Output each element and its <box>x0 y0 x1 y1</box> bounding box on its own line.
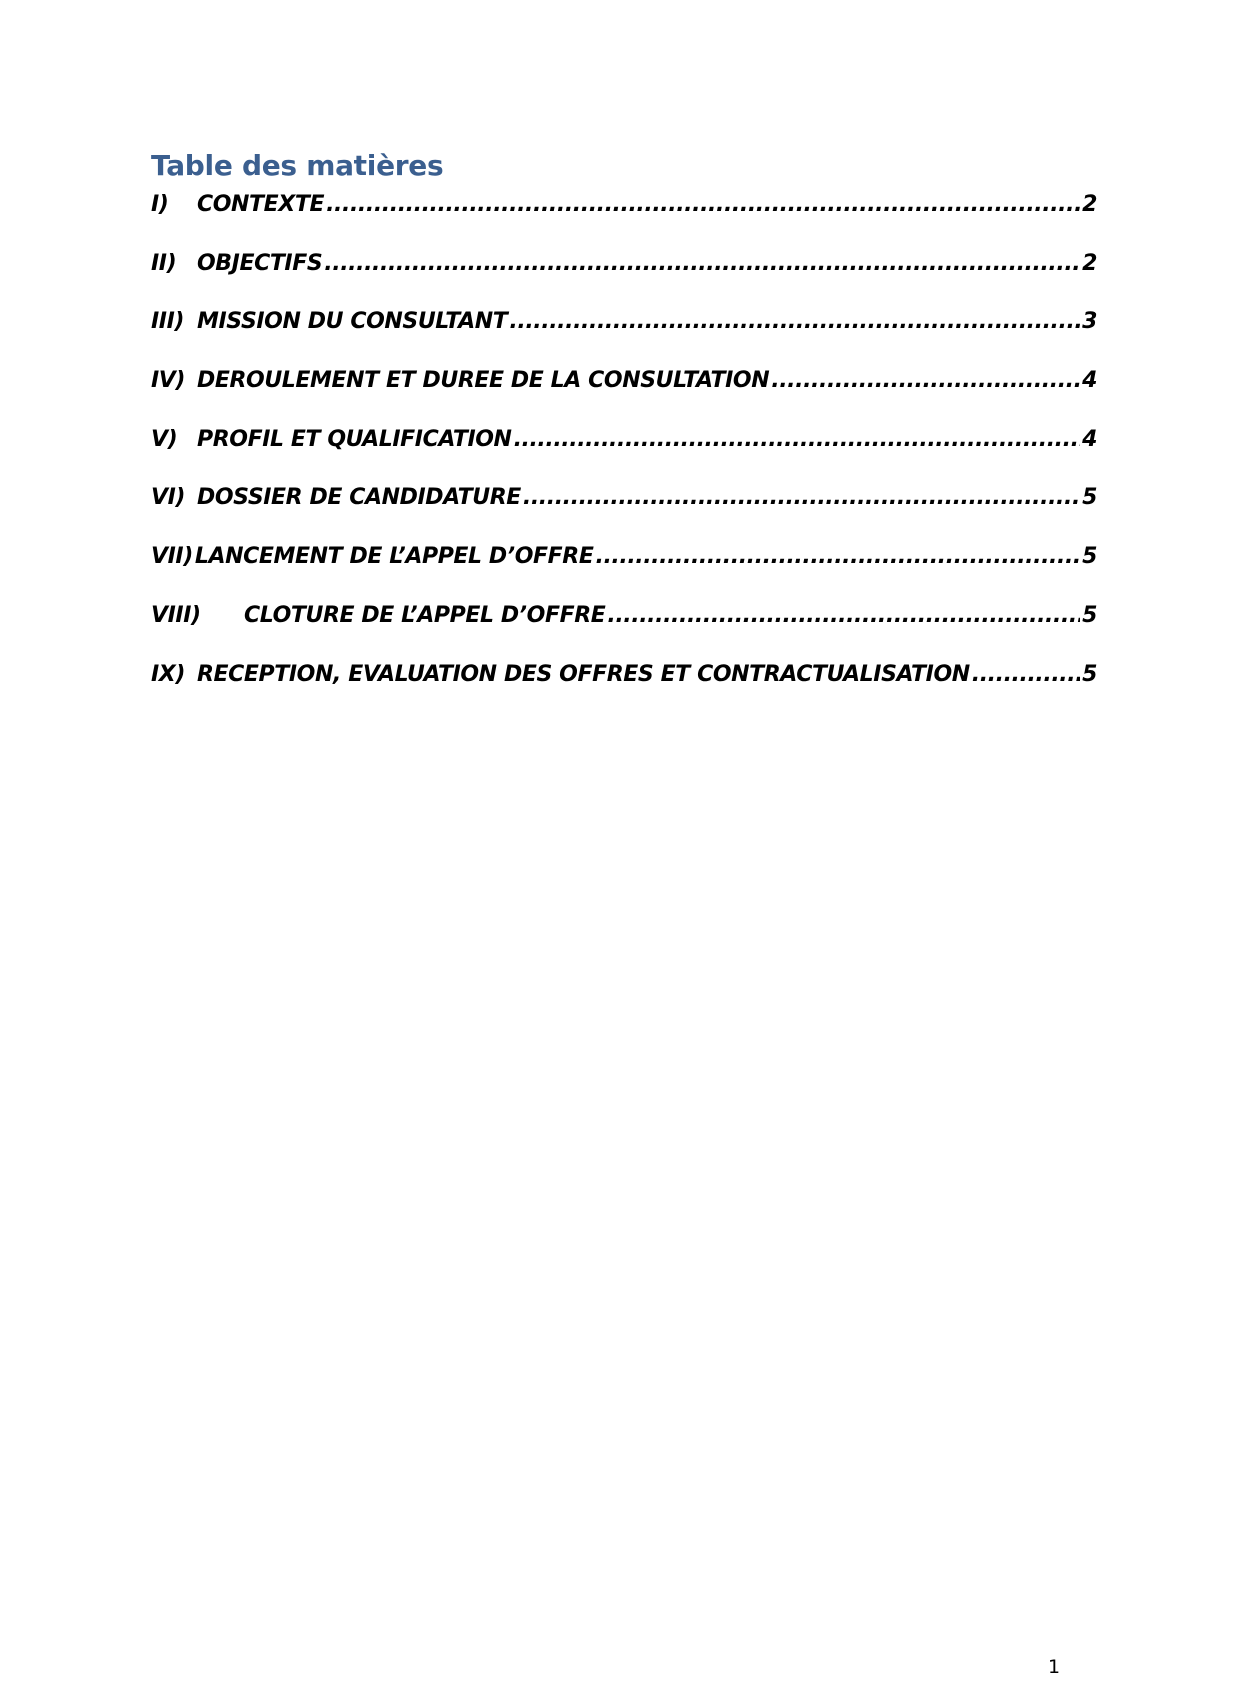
toc-entry-label: CONTEXTE <box>197 192 325 217</box>
toc-entry-label: CLOTURE DE L’APPEL D’OFFRE <box>244 602 606 628</box>
toc-entry-label: DEROULEMENT ET DUREE DE LA CONSULTATION <box>197 368 770 394</box>
toc-entry-number: IX) <box>151 661 186 687</box>
toc-entry-number: I) <box>151 192 169 217</box>
toc-entry-page: 5 <box>1082 661 1097 687</box>
page-number: 1 <box>1048 1656 1061 1678</box>
toc-entry-label: LANCEMENT DE L’APPEL D’OFFRE <box>194 544 594 570</box>
toc-entry-label: DOSSIER DE CANDIDATURE <box>197 485 521 511</box>
toc-entry-label: MISSION DU CONSULTANT <box>197 309 508 335</box>
toc-entry-page: 5 <box>1082 485 1097 511</box>
toc-entry-page: 5 <box>1082 602 1097 628</box>
toc-dot-leader <box>595 544 1080 569</box>
toc-heading: Table des matières <box>151 149 444 182</box>
toc-entry-number: II) <box>151 250 177 276</box>
toc-entry-contexte[interactable] <box>151 192 1097 251</box>
toc-dot-leader <box>771 368 1080 393</box>
toc-entry-number: III) <box>151 309 185 335</box>
toc-entry-label: PROFIL ET QUALIFICATION <box>197 426 512 452</box>
toc-entry-page: 3 <box>1082 309 1097 335</box>
toc-entry-reception[interactable] <box>151 662 1097 721</box>
table-of-contents <box>151 146 1097 720</box>
toc-dot-leader <box>607 603 1080 628</box>
toc-entry-number: VII) <box>151 544 193 570</box>
toc-entry-page: 4 <box>1082 368 1097 394</box>
toc-entry-page: 5 <box>1082 544 1097 570</box>
toc-dot-leader <box>523 485 1080 510</box>
toc-entry-label: OBJECTIFS <box>197 250 323 276</box>
toc-dot-leader <box>509 309 1080 334</box>
toc-dot-leader <box>324 251 1080 276</box>
toc-entry-dossier[interactable] <box>151 485 1097 544</box>
toc-entry-deroulement[interactable] <box>151 368 1097 427</box>
toc-dot-leader <box>972 662 1080 687</box>
toc-entry-mission-du-consultant[interactable] <box>151 309 1097 368</box>
toc-entry-objectifs[interactable] <box>151 251 1097 310</box>
toc-entry-page: 2 <box>1082 250 1097 276</box>
toc-entry-label: RECEPTION, EVALUATION DES OFFRES ET CONTRACTUALISATION <box>197 661 970 687</box>
toc-entry-cloture[interactable] <box>151 603 1097 662</box>
toc-entry-profil[interactable] <box>151 427 1097 486</box>
toc-entry-number: IV) <box>151 368 186 394</box>
toc-list <box>151 192 1097 720</box>
toc-entry-number: VIII) <box>151 602 201 628</box>
toc-entry-number: V) <box>151 426 178 452</box>
toc-entry-page: 2 <box>1082 192 1097 217</box>
toc-entry-number: VI) <box>151 485 186 511</box>
toc-dot-leader <box>514 427 1081 452</box>
toc-dot-leader <box>326 192 1080 217</box>
toc-entry-lancement[interactable] <box>151 544 1097 603</box>
toc-entry-page: 4 <box>1082 426 1097 452</box>
